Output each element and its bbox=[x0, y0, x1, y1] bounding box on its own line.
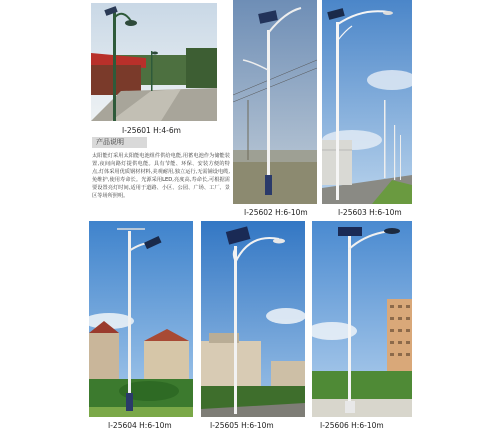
product-photo-25602 bbox=[233, 0, 317, 204]
product-height: H:4-6m bbox=[153, 126, 181, 135]
product-code: I-25606 bbox=[320, 421, 349, 430]
product-height: H:6-10m bbox=[139, 421, 172, 430]
product-photo-25606 bbox=[312, 221, 412, 417]
product-height: H:6-10m bbox=[351, 421, 384, 430]
product-code: I-25604 bbox=[108, 421, 137, 430]
caption-25602 bbox=[244, 208, 308, 217]
section-title: 产品说明 bbox=[92, 137, 147, 148]
caption-25601 bbox=[122, 126, 181, 135]
product-photo-25604 bbox=[89, 221, 193, 417]
product-code: I-25603 bbox=[338, 208, 367, 217]
caption-25603 bbox=[338, 208, 402, 217]
caption-25606 bbox=[320, 421, 384, 430]
product-code: I-25601 bbox=[122, 126, 151, 135]
product-description: 太阳能灯采用太阳能电池组件供给电能,用蓄电池作为储能装置,夜间向路灯提供电能。具有节能、环保、安装方便的特点,灯体采用优质钢材材料,美观耐用,独立运行,无需铺设电缆,免维护,使用寿命长。光源采用LED,亮度高,寿命长,可根据需要设置亮灯时间,适用于道路、小区、公园、广场、工厂、景区等场所照明。 bbox=[92, 153, 230, 200]
product-code: I-25605 bbox=[210, 421, 239, 430]
product-height: H:6-10m bbox=[241, 421, 274, 430]
product-height: H:6-10m bbox=[275, 208, 308, 217]
product-code: I-25602 bbox=[244, 208, 273, 217]
product-height: H:6-10m bbox=[369, 208, 402, 217]
caption-25605 bbox=[210, 421, 274, 430]
caption-25604 bbox=[108, 421, 172, 430]
product-photo-25605 bbox=[201, 221, 305, 417]
product-photo-25603 bbox=[322, 0, 412, 204]
product-photo-25601 bbox=[91, 3, 217, 121]
